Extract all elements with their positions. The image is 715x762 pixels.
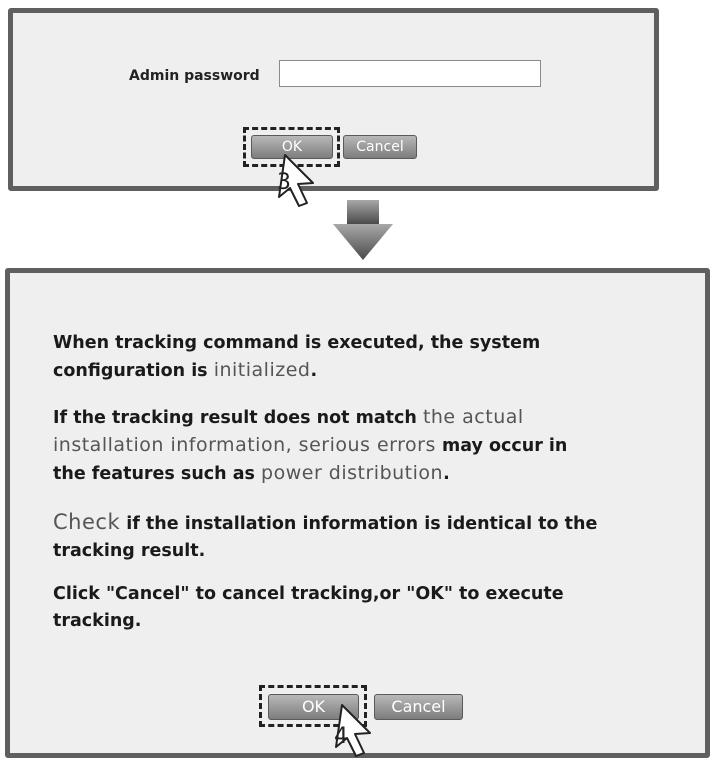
ok-button-label: OK	[281, 139, 303, 155]
pointer-cursor-icon	[322, 703, 378, 757]
message-highlight: Check	[53, 510, 121, 534]
message-text: if the installation information is identical to the	[120, 514, 598, 534]
message-highlight: the actual	[422, 406, 524, 428]
cancel-button[interactable]	[343, 135, 417, 159]
message-initialized	[53, 330, 673, 385]
admin-password-label: Admin password	[129, 68, 260, 84]
message-text: may occur in	[435, 436, 568, 456]
message-text: If the tracking result does not match	[53, 408, 423, 428]
message-text: tracking result.	[53, 541, 206, 561]
message-text: tracking.	[53, 611, 142, 631]
message-text: When tracking command is executed, the system	[53, 333, 541, 353]
message-text: .	[310, 361, 318, 381]
cancel-button-label: Cancel	[391, 697, 446, 716]
step-number-label: 3	[277, 170, 291, 195]
admin-password-dialog	[8, 8, 659, 195]
pointer-cursor-icon	[265, 153, 321, 209]
cancel-button[interactable]	[374, 694, 463, 720]
admin-password-input[interactable]	[279, 60, 541, 87]
message-text: .	[443, 464, 450, 484]
message-highlight: initialized	[213, 359, 311, 381]
tracking-confirmation-dialog	[5, 268, 710, 758]
message-mismatch-warning	[53, 404, 673, 488]
message-check-info	[53, 509, 673, 565]
step-number-label: 4	[334, 724, 348, 749]
cancel-button-label: Cancel	[356, 139, 404, 155]
ok-button-label: OK	[301, 697, 326, 716]
message-text: Click "Cancel" to cancel tracking,or "OK" to execute	[53, 584, 564, 604]
message-text: the features such as	[53, 464, 262, 484]
down-arrow-icon	[331, 200, 395, 266]
message-click-instructions	[53, 581, 673, 635]
message-highlight: power distribution	[261, 462, 444, 484]
message-highlight: installation information, serious errors	[53, 434, 436, 456]
message-text: configuration is	[53, 361, 214, 381]
